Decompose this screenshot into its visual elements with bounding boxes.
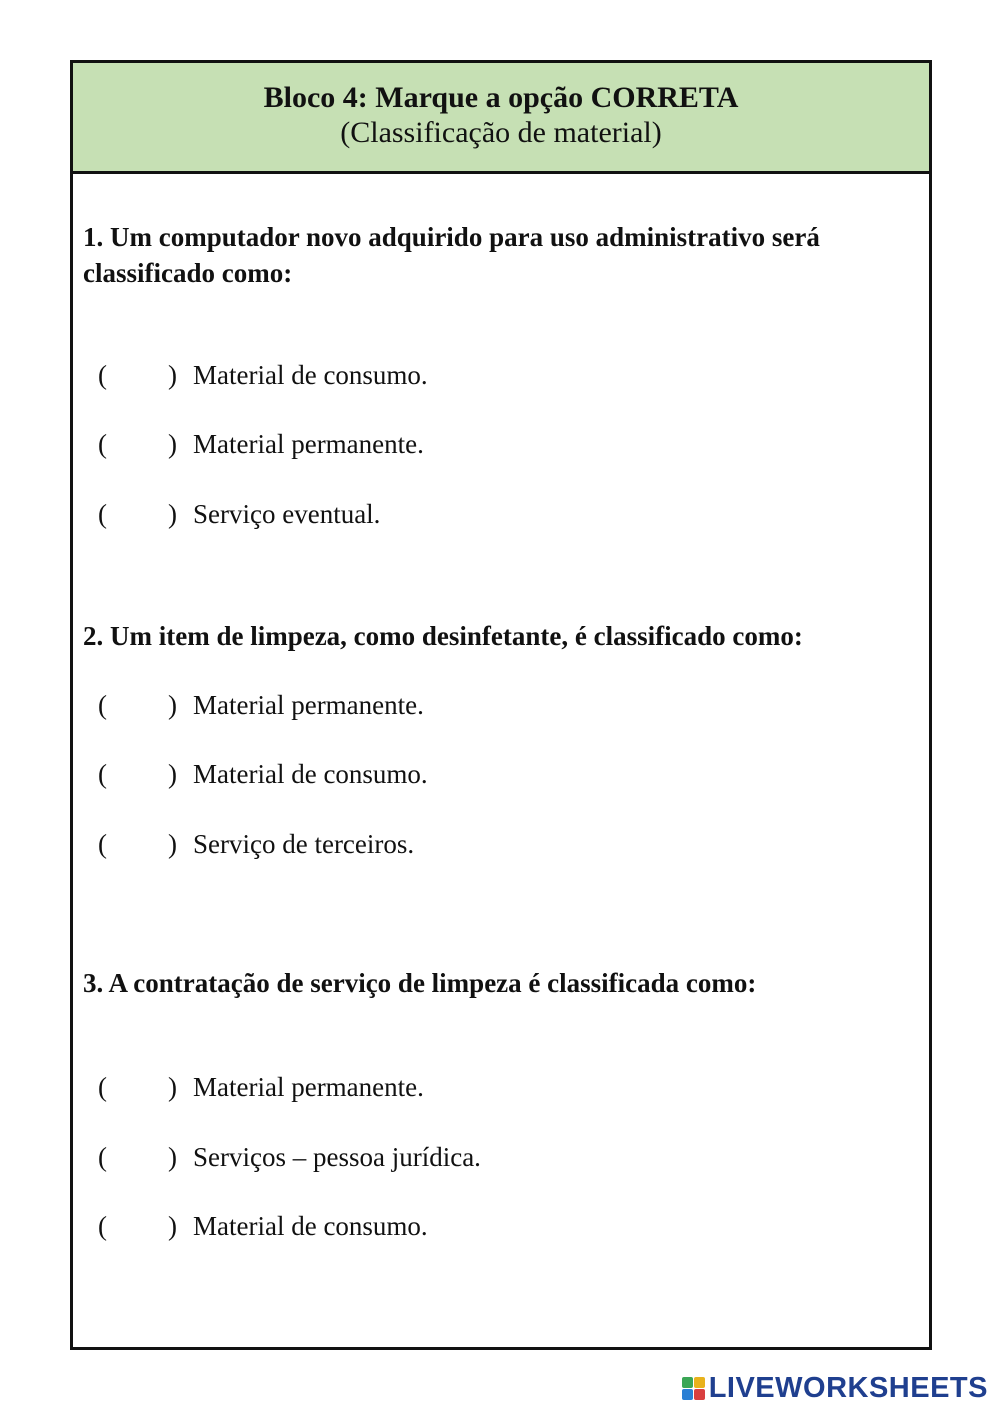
answer-box-open: ( xyxy=(98,759,107,789)
liveworksheets-logo-icon xyxy=(682,1377,705,1400)
logo-cell xyxy=(682,1389,693,1400)
option-label: Material permanente. xyxy=(193,429,424,459)
option-label: Material permanente. xyxy=(193,690,424,720)
answer-box-open: ( xyxy=(98,1211,107,1241)
answer-box-close: ) xyxy=(168,499,177,529)
option-label: Serviço eventual. xyxy=(193,499,381,529)
answer-box-close: ) xyxy=(168,690,177,720)
question-3-text: 3. A contratação de serviço de limpeza é classificada como: xyxy=(83,968,757,998)
question-2-option-2[interactable] xyxy=(98,758,428,790)
logo-cell xyxy=(694,1377,705,1388)
answer-box-close: ) xyxy=(168,829,177,859)
answer-box-open: ( xyxy=(98,829,107,859)
answer-box-open: ( xyxy=(98,429,107,459)
question-3-option-1[interactable] xyxy=(98,1071,424,1103)
option-label: Serviços – pessoa jurídica. xyxy=(193,1142,481,1172)
answer-box-open: ( xyxy=(98,499,107,529)
answer-box-close: ) xyxy=(168,1142,177,1172)
answer-box-open: ( xyxy=(98,1142,107,1172)
answer-box-open: ( xyxy=(98,1072,107,1102)
worksheet-title: Bloco 4: Marque a opção CORRETA xyxy=(263,81,739,114)
question-1-option-2[interactable] xyxy=(98,428,424,460)
liveworksheets-brand xyxy=(682,1372,988,1405)
option-label: Material permanente. xyxy=(193,1072,424,1102)
worksheet-frame xyxy=(70,60,932,1350)
logo-cell xyxy=(682,1377,693,1388)
logo-cell xyxy=(694,1389,705,1400)
answer-box-open: ( xyxy=(98,360,107,390)
option-label: Material de consumo. xyxy=(193,759,428,789)
answer-box-close: ) xyxy=(168,759,177,789)
answer-box-close: ) xyxy=(168,1211,177,1241)
question-3-option-3[interactable] xyxy=(98,1210,428,1242)
question-1-text: 1. Um computador novo adquirido para uso administrativo será classificado como: xyxy=(83,222,820,288)
answer-box-open: ( xyxy=(98,690,107,720)
answer-box-close: ) xyxy=(168,360,177,390)
option-label: Material de consumo. xyxy=(193,1211,428,1241)
answer-box-close: ) xyxy=(168,429,177,459)
question-2-option-1[interactable] xyxy=(98,689,424,721)
question-1-option-3[interactable] xyxy=(98,498,380,530)
answer-box-close: ) xyxy=(168,1072,177,1102)
option-label: Serviço de terceiros. xyxy=(193,829,415,859)
question-1-option-1[interactable] xyxy=(98,359,428,391)
option-label: Material de consumo. xyxy=(193,360,428,390)
brand-name: LIVEWORKSHEETS xyxy=(708,1372,988,1404)
question-2-text: 2. Um item de limpeza, como desinfetante, é classificado como: xyxy=(83,621,803,651)
question-2-option-3[interactable] xyxy=(98,828,414,860)
worksheet-subtitle: (Classificação de material) xyxy=(340,116,662,149)
worksheet-header xyxy=(73,63,929,174)
question-3-option-2[interactable] xyxy=(98,1141,481,1173)
